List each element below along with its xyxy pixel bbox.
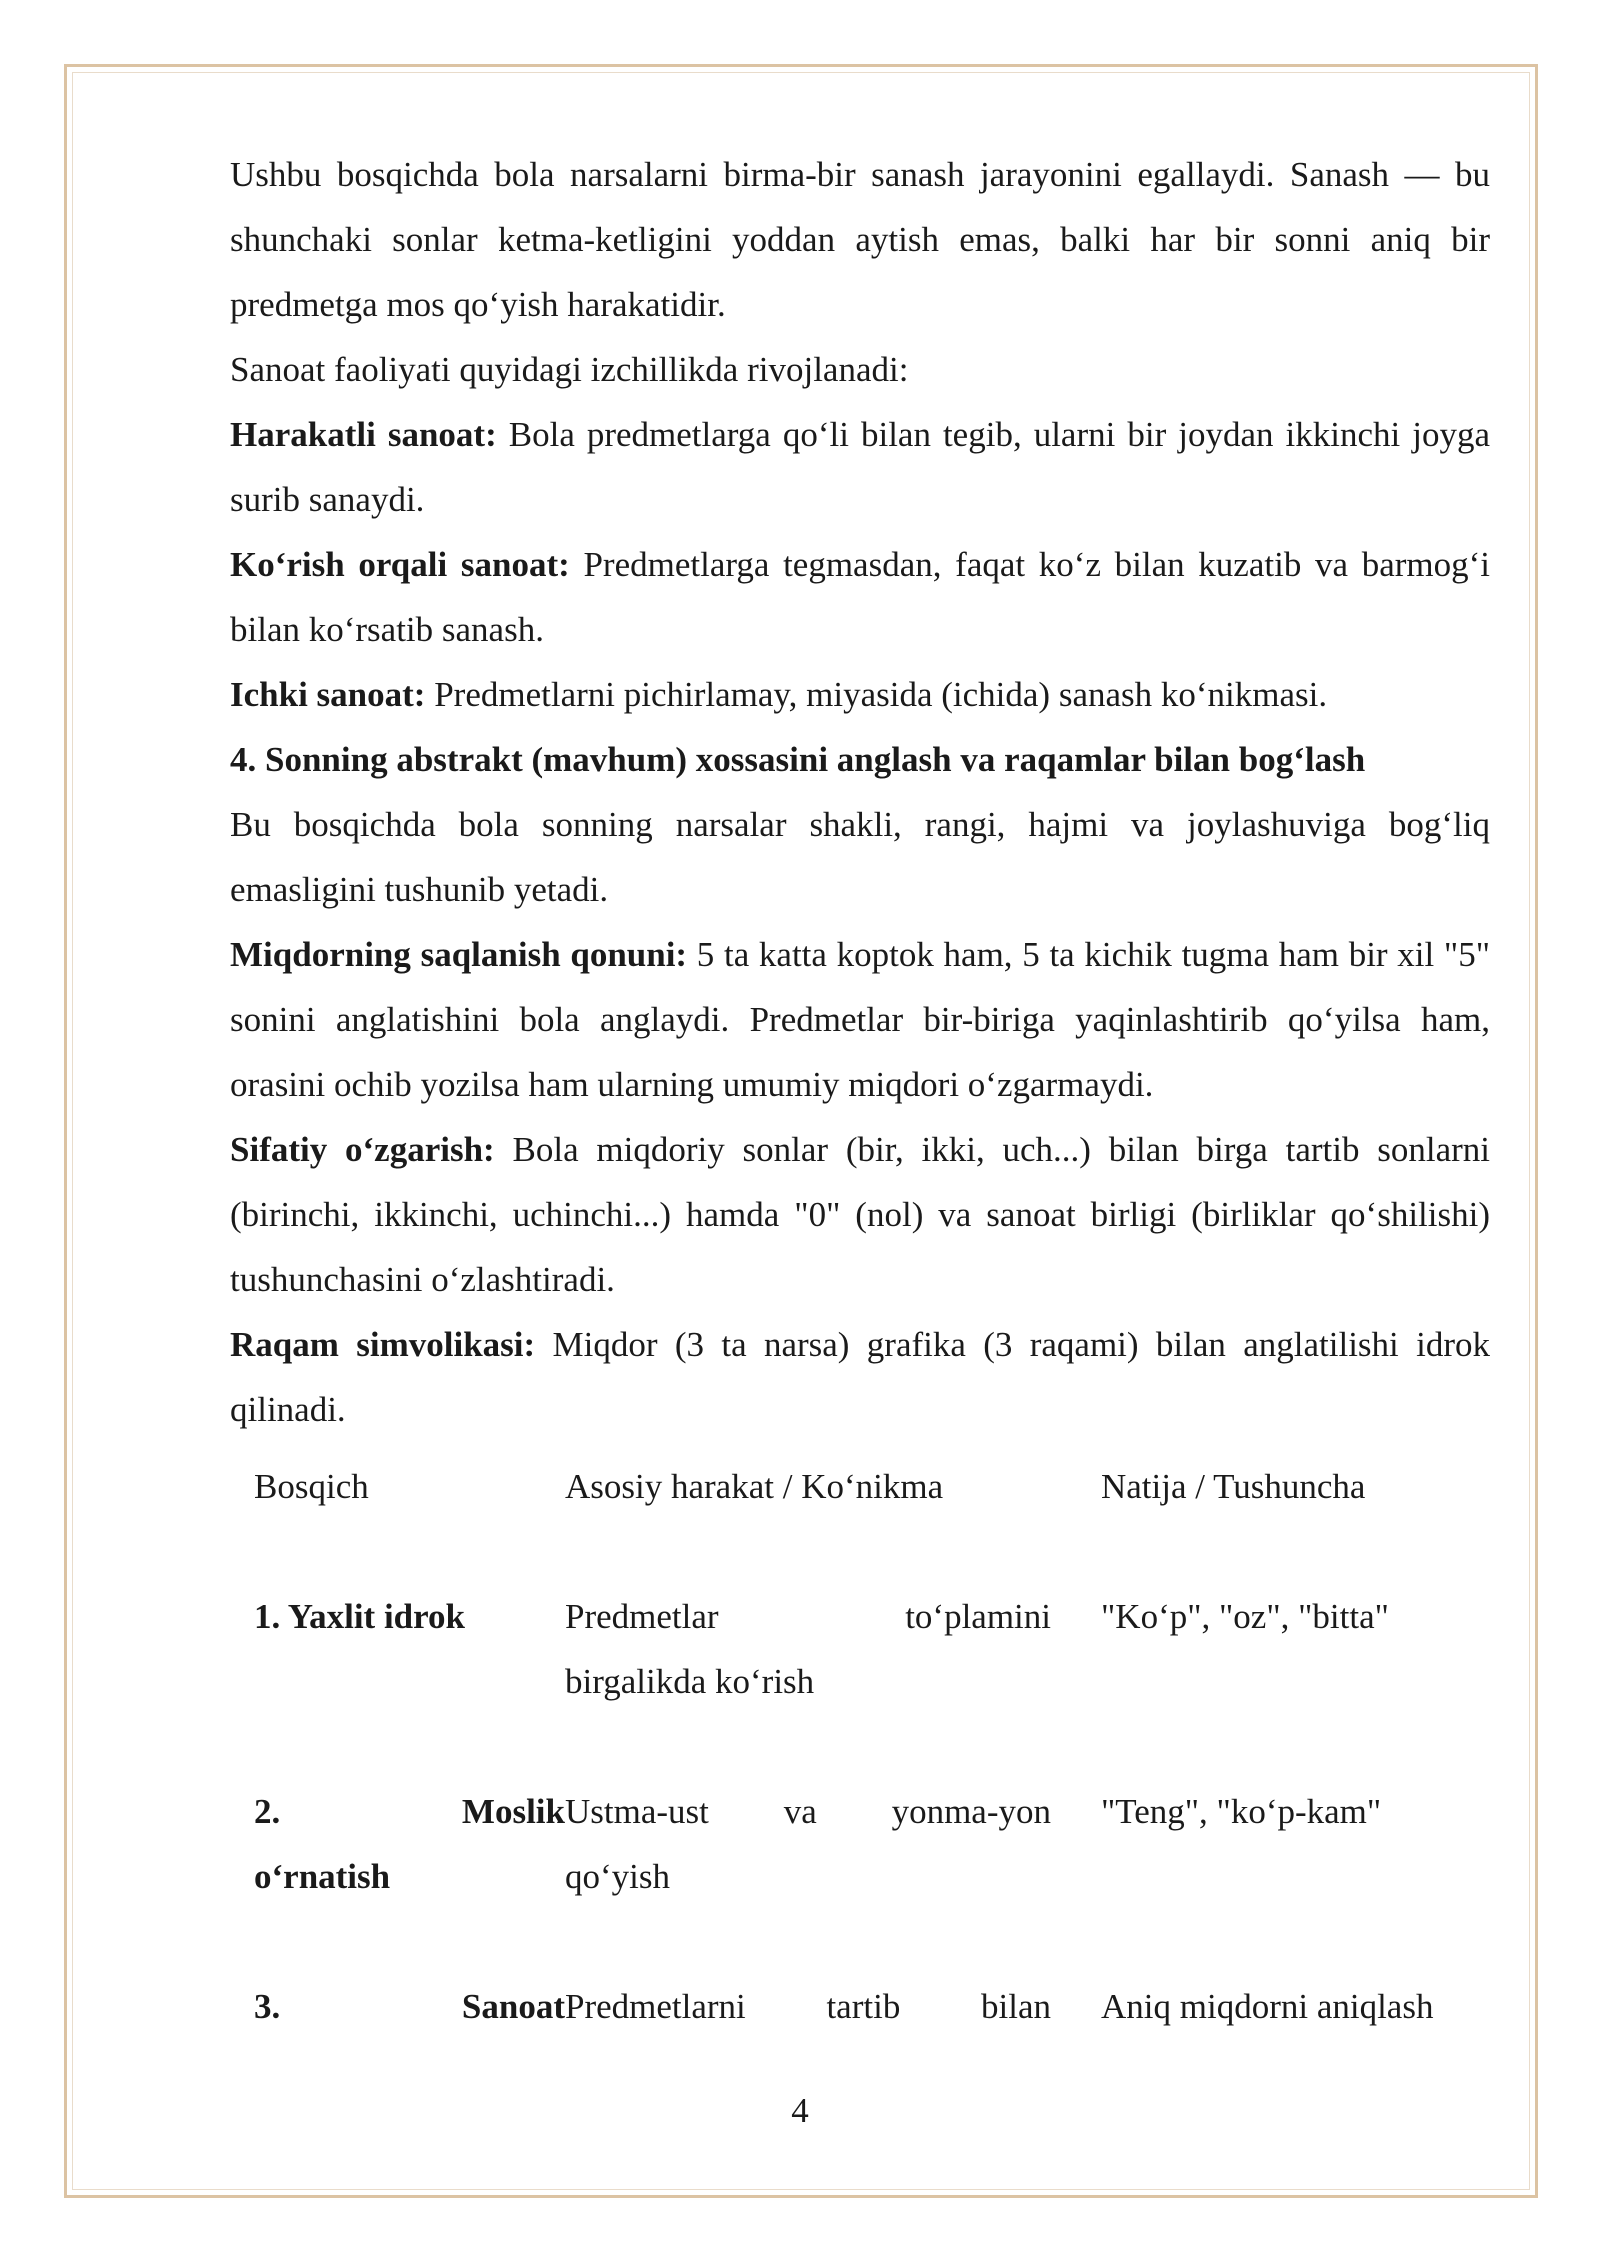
table-row xyxy=(230,1584,1540,1779)
action-word: Predmetlar xyxy=(565,1597,719,1636)
definition-qualitative-change: Bola miqdoriy sonlar (bir, ikki, uch...) bilan birga tartib sonlarni (birinchi, ikkinchi, uchinchi...) hamda "0" (nol) va sanoat birligi (birliklar qo‘shilishi) tushunchasini o‘zlashtiradi. xyxy=(230,1130,1491,1299)
paragraph-visual-counting xyxy=(230,532,1490,662)
table-cell-result: "Ko‘p", "oz", "bitta" xyxy=(1101,1597,1389,1636)
paragraph-counting-sequence: Sanoat faoliyati quyidagi izchillikda rivojlanadi: xyxy=(230,350,909,389)
term-qualitative-change: Sifatiy o‘zgarish: xyxy=(230,1130,495,1169)
paragraph-counting-intro: Ushbu bosqichda bola narsalarni birma-bir sanash jarayonini egallaydi. Sanash — bu shunchaki sonlar ketma-ketligini yoddan aytish emas, balki har bir sonni aniq bir predmetga mos qo‘yish harakatidir. xyxy=(230,155,1490,324)
table-cell-stage xyxy=(230,1584,565,1779)
paragraph-abstract-number: Bu bosqichda bola sonning narsalar shakli, rangi, hajmi va joylashuviga bog‘liq emasligini tushunib yetadi. xyxy=(230,805,1490,909)
definition-inner-counting: Predmetlarni pichirlamay, miyasida (ichida) sanash ko‘nikmasi. xyxy=(425,675,1328,714)
action-word: bilan xyxy=(981,1987,1051,2026)
action-word: Ustma-ust xyxy=(565,1792,709,1831)
definition-numeral-symbolism: Miqdor (3 ta narsa) grafika (3 raqami) bilan anglatilishi idrok qilinadi. xyxy=(230,1325,1490,1429)
term-motor-counting: Harakatli sanoat: xyxy=(230,415,497,454)
table-header-row xyxy=(230,1454,1540,1584)
paragraph-motor-counting xyxy=(230,402,1490,532)
action-line xyxy=(565,1974,1051,2039)
action-word: to‘plamini xyxy=(905,1597,1051,1636)
term-numeral-symbolism: Raqam simvolikasi: xyxy=(230,1325,536,1364)
paragraph-numeral-symbolism xyxy=(230,1312,1490,1442)
stages-table xyxy=(230,1454,1540,2104)
action-line: qo‘yish xyxy=(565,1857,670,1896)
definition-motor-counting: Bola predmetlarga qo‘li bilan tegib, ularni bir joydan ikkinchi joyga surib sanaydi. xyxy=(230,415,1490,519)
page-number: 4 xyxy=(791,2091,809,2130)
action-line: birgalikda ko‘rish xyxy=(565,1662,815,1701)
action-word: va xyxy=(783,1792,817,1831)
action-line xyxy=(565,1584,1051,1649)
table-header-action: Asosiy harakat / Ko‘nikma xyxy=(565,1467,944,1506)
action-word: Predmetlarni xyxy=(565,1987,746,2026)
stage-line xyxy=(254,1779,565,1844)
section-heading-4: 4. Sonning abstrakt (mavhum) xossasini anglash va raqamlar bilan bog‘lash xyxy=(230,740,1366,779)
stage-word: Moslik xyxy=(461,1792,565,1831)
term-conservation-law: Miqdorning saqlanish qonuni: xyxy=(230,935,688,974)
action-word: tartib xyxy=(826,1987,901,2026)
stage-word: Sanoat xyxy=(461,1987,565,2026)
table-cell-action xyxy=(565,1779,1051,1974)
term-inner-counting: Ichki sanoat: xyxy=(230,675,426,714)
stage-number: 3. xyxy=(254,1987,281,2026)
table-cell-stage xyxy=(230,1779,565,1974)
table-cell-result: Aniq miqdorni aniqlash xyxy=(1101,1987,1434,2026)
table-cell-result: "Teng", "ko‘p-kam" xyxy=(1101,1792,1382,1831)
table-cell-action xyxy=(565,1584,1051,1779)
term-visual-counting: Ko‘rish orqali sanoat: xyxy=(230,545,570,584)
definition-visual-counting: Predmetlarga tegmasdan, faqat ko‘z bilan kuzatib va barmog‘i bilan ko‘rsatib sanash. xyxy=(230,545,1490,649)
action-line xyxy=(565,1779,1051,1844)
table-row xyxy=(230,1779,1540,1974)
stage-number: 2. xyxy=(254,1792,281,1831)
table-header-stage: Bosqich xyxy=(254,1467,369,1506)
stage-line xyxy=(254,1974,565,2039)
paragraph-conservation-law xyxy=(230,922,1490,1117)
document-body xyxy=(230,142,1490,2104)
paragraph-qualitative-change xyxy=(230,1117,1490,1312)
paragraph-inner-counting xyxy=(230,662,1490,727)
stage-name: 1. Yaxlit idrok xyxy=(254,1597,466,1636)
table-header-result: Natija / Tushuncha xyxy=(1101,1467,1366,1506)
stage-line: o‘rnatish xyxy=(254,1857,391,1896)
definition-conservation-law: 5 ta katta koptok ham, 5 ta kichik tugma ham bir xil "5" sonini anglatishini bola anglaydi. Predmetlar bir-biriga yaqinlashtirib qo‘yilsa ham, orasini ochib yozilsa ham ularning umumiy miqdori o‘zgarmaydi. xyxy=(230,935,1490,1104)
action-word: yonma-yon xyxy=(891,1792,1051,1831)
